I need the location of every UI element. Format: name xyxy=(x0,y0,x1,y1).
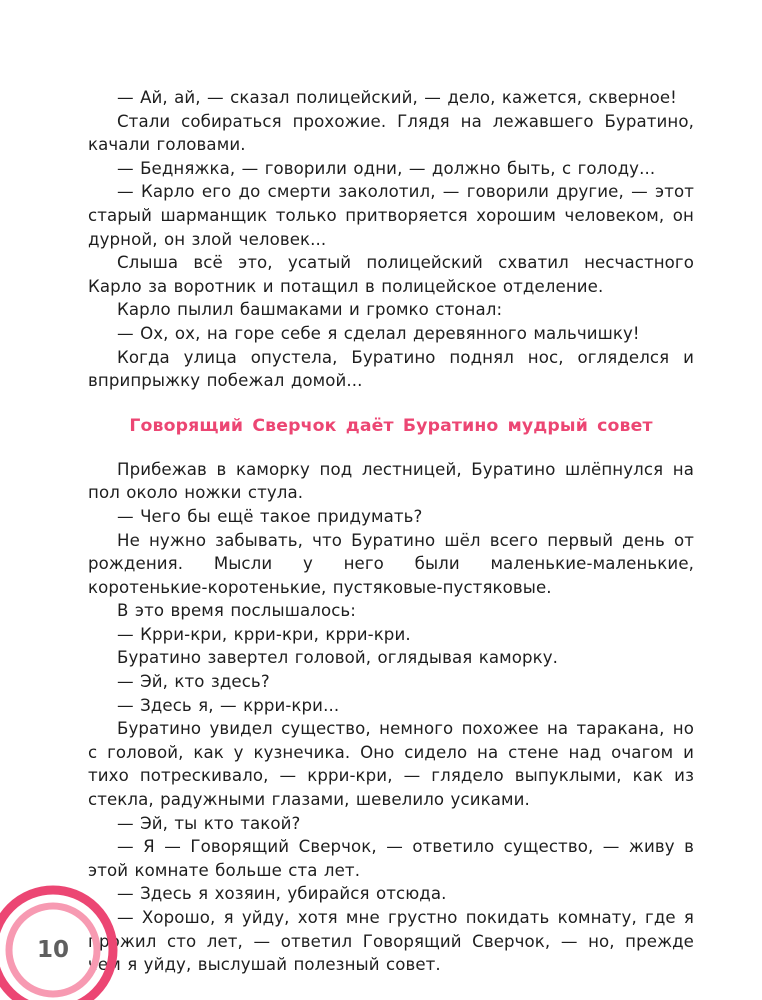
paragraph: — Здесь я, — крри-кри... xyxy=(117,695,340,715)
paragraph: — Эй, кто здесь? xyxy=(117,672,270,692)
paragraph: Карло пылил башмаками и громко стонал: xyxy=(117,300,503,320)
paragraph: — Хорошо, я уйду, хотя мне грустно покидать комнату, где я прожил сто лет, — ответил Говорящий Сверчок, — но, прежде чем я уйду, выслушай полезный совет. xyxy=(88,908,694,975)
paragraph: Прибежав в каморку под лестницей, Буратино шлёпнулся на пол около ножки стула. xyxy=(88,459,694,503)
paragraph: В это время послышалось: xyxy=(117,601,356,621)
paragraph: Буратино увидел существо, немного похожее на таракана, но с головой, как у кузнечика. Оно сидело на стене над очагом и тихо потрескивало, — крри-кри, — глядело выпуклыми, как из стекла, радужными глазами, шевелило усиками. xyxy=(88,719,694,810)
paragraph: Стали собираться прохожие. Глядя на лежавшего Буратино, качали головами. xyxy=(88,111,694,155)
paragraph: Не нужно забывать, что Буратино шёл всего первый день от рождения. Мысли у него были маленькие-маленькие, коротенькие-коротенькие, пустяковые-пустяковые. xyxy=(88,530,694,597)
chapter-title: Говорящий Сверчок даёт Буратино мудрый совет xyxy=(129,415,653,436)
paragraph: — Ай, ай, — сказал полицейский, — дело, кажется, скверное! xyxy=(117,88,677,107)
paragraph: Слыша всё это, усатый полицейский схватил несчастного Карло за воротник и потащил в полицейское отделение. xyxy=(88,253,694,296)
page-number: 10 xyxy=(36,937,69,963)
paragraph: — Бедняжка, — говорили одни, — должно быть, с голоду... xyxy=(117,158,656,178)
paragraph: Когда улица опустела, Буратино поднял нос, огляделся и вприпрыжку побежал домой... xyxy=(88,347,694,391)
paragraph: — Эй, ты кто такой? xyxy=(117,813,301,833)
page-text xyxy=(88,86,694,977)
paragraph: — Ох, ох, на горе себе я сделал деревянного мальчишку! xyxy=(117,323,640,343)
paragraph: — Крри-кри, крри-кри, крри-кри. xyxy=(117,624,411,644)
paragraph: — Здесь я хозяин, убирайся отсюда. xyxy=(117,884,447,904)
paragraph: — Я — Говорящий Сверчок, — ответило существо, — живу в этой комнате больше ста лет. xyxy=(88,837,694,880)
paragraph: — Карло его до смерти заколотил, — говорили другие, — этот старый шарманщик только притворяется хорошим человеком, он дурной, он злой человек... xyxy=(88,182,694,249)
paragraph: — Чего бы ещё такое придумать? xyxy=(117,506,423,526)
paragraph: Буратино завертел головой, оглядывая каморку. xyxy=(117,648,559,668)
